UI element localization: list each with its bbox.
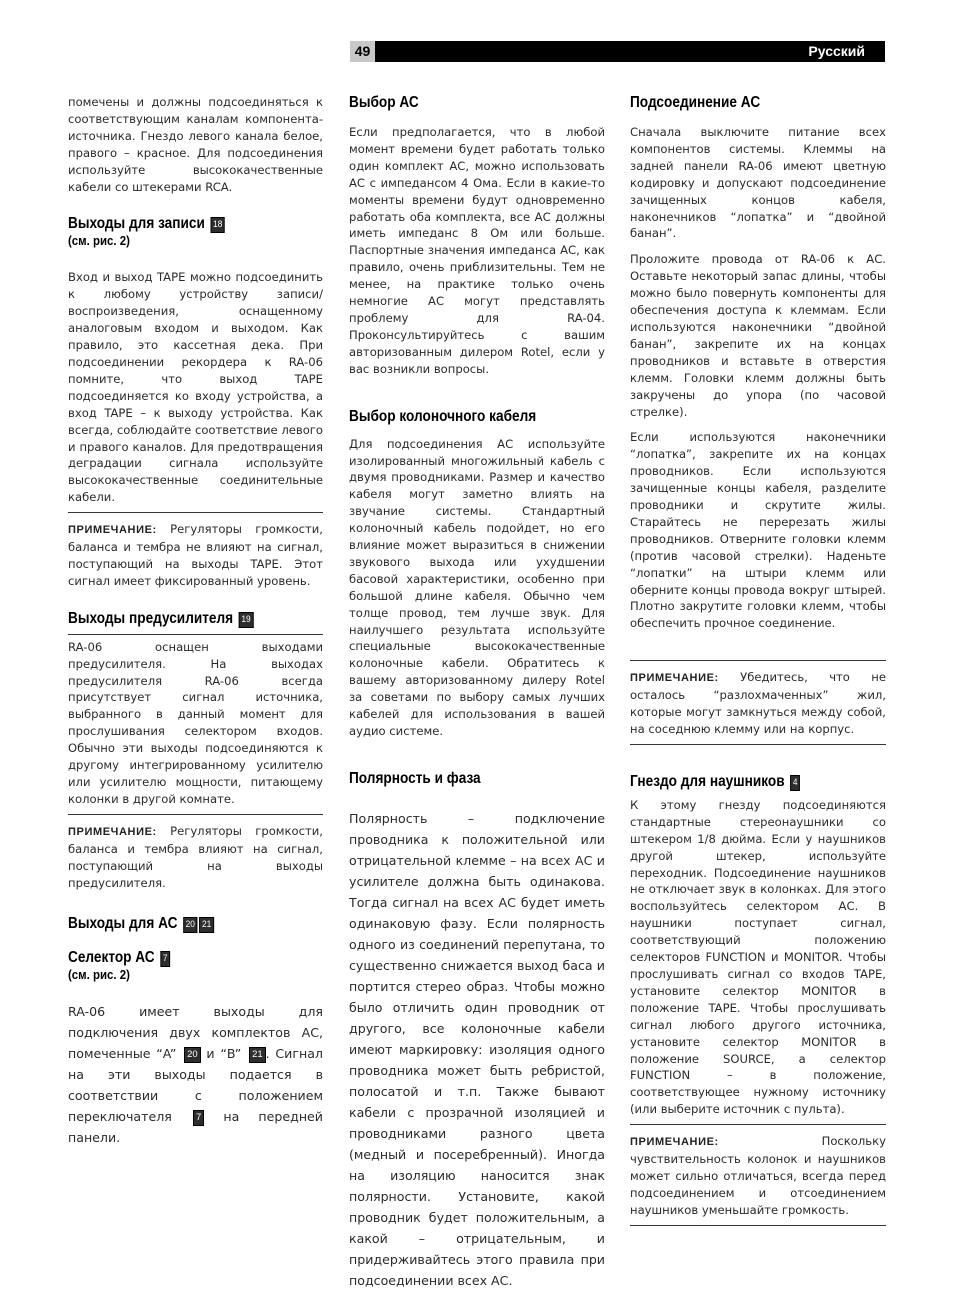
speaker-badge-a: 20 <box>183 917 198 933</box>
column-1 <box>68 94 323 1148</box>
note-label: ПРИМЕЧАНИЕ: <box>68 524 157 537</box>
section-title-polarity: Полярность и фаза <box>349 769 481 787</box>
section-title-headphones: Гнездо для наушников 4 <box>630 773 855 791</box>
polarity-body: Полярность – подключение проводника к положительной или отрицательной клемме – на всех АС и усилителе должна быть одинакова. Тогда сигнал на всех АС будет иметь одинаковую фазу. Если полярность одного из соединений перепутана, то существенно снижается выход баса и портится стерео образ. Чтобы можно было отличить один проводник от другого, все колоночные кабели имеют маркировку: изоляция одного проводника может быть ребристой, полосатой и т.п. Также бывают кабели с прозрачной изоляцией и проводниками разного цвета (медный и посеребренный). Иногда на изоляцию наносится знак полярности. Установите, какой проводник будет положительным, а какой – отрицательным, и придерживайтесь этого правила при подсоединении всех АС. <box>349 810 605 1288</box>
section-title-speaker-outputs: Выходы для АС 20 21 <box>68 915 292 933</box>
note-label: ПРИМЕЧАНИЕ: <box>630 672 719 685</box>
page-number: 49 <box>350 41 375 62</box>
preamp-block <box>68 634 323 808</box>
note-label: ПРИМЕЧАНИЕ: <box>68 825 157 838</box>
section-title-speaker-selector: Селектор АС 7 <box>68 949 292 967</box>
connection-paragraph-3: Если используются наконечники “лопатка”, закрепите их на концах проводников. Если используются зачищенные концы кабеля, разделите проводники и скрутите жилы. Старайтесь не перерезать жилы проводников. Отверните головки клемм (против часовой стрелки). Наденьте “лопатки” на штыри клемм или оберните концы провода вокруг штырей. Плотно закрутите головки клемм, чтобы обеспечить прочное соединение. <box>630 430 886 631</box>
inline-badge-c: 7 <box>193 1110 204 1126</box>
note-label: ПРИМЕЧАНИЕ: <box>630 1136 719 1149</box>
section-title-cable-choice: Выбор колоночного кабеля <box>349 407 537 425</box>
cable-choice-body: Для подсоединения АС используйте изолированный многожильный кабель с двумя проводниками. Размер и качество кабеля могут заметно влиять на звучание системы. Стандартный колоночный кабель подойдет, но его влияние может выразиться в снижении звукового выхода или ухудшении басовой характеристики, особенно при большой длине кабеля. Обычно чем толще провод, тем лучше звук. Для наилучшего результата используйте специальные высококачественные колоночные кабели. Обратитесь к вашему авторизованному дилеру Rotel за советами по выбору самых лучших кабелей для использования в вашей аудио системе. <box>349 436 605 738</box>
intro-paragraph: помечены и должны подсоединяться к соответствующим каналам компонента-источника. Гнездо левого канала белое, правого – красное. Для подсоединения используйте высококачественные кабели со штекерами RCA. <box>68 95 323 194</box>
note-text: Регуляторы громкости, баланса и тембра не влияют на сигнал, поступающий на выходы TAPE. Этот сигнал имеет фиксированный уровень. <box>68 522 323 588</box>
section-title-preamp-outputs: Выходы предусилителя 19 <box>68 610 292 628</box>
note-tape <box>68 512 323 590</box>
rec-badge: 18 <box>210 217 225 233</box>
column-2 <box>349 94 605 1291</box>
language-header: Русский <box>375 41 885 62</box>
speaker-choice-body: Если предполагается, что в любой момент времени будет работать только один комплект АС, можно использовать АС с импедансом 4 Ома. Если в какие-то моменты времени будут одновременно работать оба комплекта, все АС должны иметь импеданс 8 Ом или больше. Паспортные значения импеданса АС, как правило, очень приблизительны. Тем не менее, на практике только очень немногие АС могут представлять проблему для RA-04. Проконсультируйтесь с вашим авторизованным дилером Rotel, если у вас возникли вопросы. <box>349 125 605 376</box>
selector-badge: 7 <box>160 951 170 967</box>
connection-paragraph-1: Сначала выключите питание всех компонентов системы. Клеммы на задней панели RA-06 имеют цветную кодировку и допускают подсоединение зачищенных концов кабеля, наконечников “лопатка” и “двойной банан”. <box>630 125 886 241</box>
selector-body: RA-06 имеет выходы для подключения двух комплектов АС, помеченные “A” 20 и “B” 21 . Сигнал на эти выходы подается в соответствии с положением переключателя 7 на передней панели. <box>68 1004 323 1146</box>
section-title-speaker-connection: Подсоединение АС <box>630 94 761 111</box>
rec-subtitle: (см. рис. 2) <box>68 233 130 249</box>
headphones-body: К этому гнезду подсоединяются стандартные стереонаушники со штекером 1/8 дюйма. Если у наушников другой штекер, используйте переходник. Подсоединение наушников не отключает звук в колонках. Для этого воспользуйтесь селектором АС. В наушники поступает сигнал, соответствующий положению селекторов FUNCTION и MONITOR. Чтобы прослушивать сигнал со входов TAPE, установите селектор MONITOR в положение TAPE. Чтобы прослушивать сигнал любого другого источника, установите селектор MONITOR в положение SOURCE, а селектор FUNCTION – в положение, соответствующее нужному источнику (или выберите источник с пульта). <box>630 797 886 1117</box>
note-volume <box>630 1124 886 1226</box>
headphones-badge: 4 <box>790 775 800 791</box>
inline-badge-a: 20 <box>184 1047 201 1063</box>
section-title-rec-outputs: Выходы для записи 18 <box>68 215 292 233</box>
note-preamp <box>68 814 323 892</box>
rec-body: Вход и выход TAPE можно подсоединить к любому устройству записи/воспроизведения, оснащенному аналоговым входом и выходом. Как правило, это кассетная дека. При подсоединении рекордера к RA-06 помните, что выход TAPE подсоединяется ко входу устройства, а вход TAPE – к выходу устройства. Как всегда, соблюдайте соответствие левого и правого каналов. Для предотвращения деградации сигнала используйте высококачественные соединительные кабели. <box>68 270 323 505</box>
inline-badge-b: 21 <box>249 1047 266 1063</box>
connection-paragraph-2: Проложите провода от RA-06 к АС. Оставьте некоторый запас длины, чтобы можно было повернуть компоненты для обеспечения доступа к клеммам. Если используются наконечники “двойной банан”, закрепите их на концах проводников и вставьте в отверстия клемм. Головки клемм должны быть закручены до упора (по часовой стрелке). <box>630 252 886 419</box>
selector-subtitle: (см. рис. 2) <box>68 967 130 983</box>
note-text: Поскольку чувствительность колонок и наушников может сильно отличаться, всегда перед подсоединением и отсоединением наушников уменьшайте громкость. <box>630 1134 886 1217</box>
note-text: Регуляторы громкости, баланса и тембра влияют на сигнал, поступающий на выходы предусилителя. <box>68 823 323 890</box>
speaker-badge-b: 21 <box>199 917 214 933</box>
preamp-badge: 19 <box>239 612 254 628</box>
note-text: Убедитесь, что не осталось “разлохмаченных” жил, которые могут замкнуться между собой, на соседнюю клемму или на корпус. <box>630 670 886 736</box>
section-title-speaker-choice: Выбор АС <box>349 94 419 111</box>
column-3 <box>630 94 886 1226</box>
note-strands <box>630 660 886 745</box>
preamp-body: RA-06 оснащен выходами предусилителя. На выходах предусилителя RA-06 всегда присутствует сигнал источника, выбранного в данный момент для прослушивания селектором входов. Обычно эти выходы подсоединяются к другому интегрированному усилителю или усилителю мощности, питающему колонки в другой комнате. <box>68 639 323 806</box>
